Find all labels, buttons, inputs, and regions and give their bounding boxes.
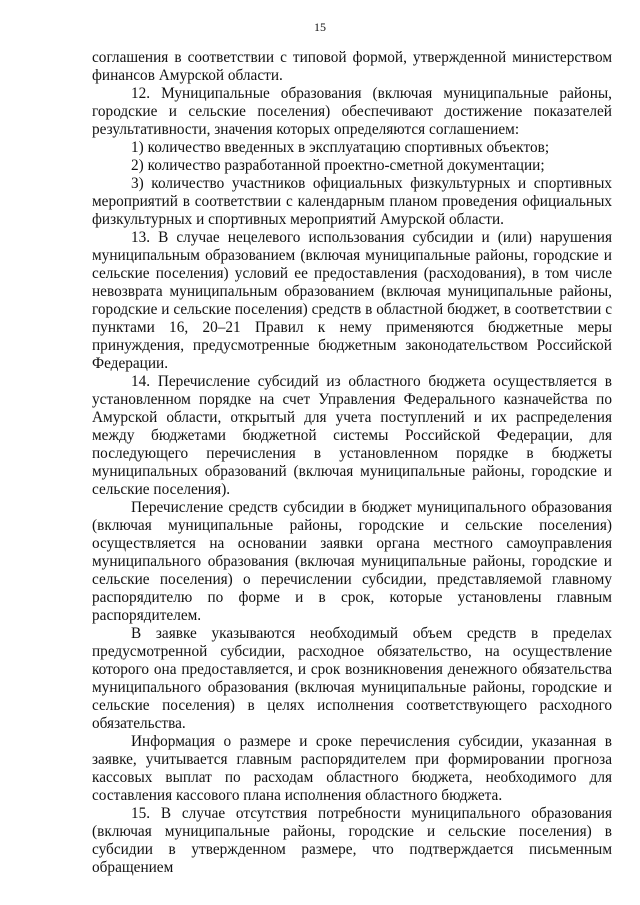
- paragraph-information: Информация о размере и сроке перечисления субсидии, указанная в заявке, учитывается главным распорядителем при формировании прогноза кассовых выплат по расходам областного бюджета, необходимого для составления кассового плана исполнения областного бюджета.: [92, 733, 612, 804]
- paragraph-item-15: 15. В случае отсутствия потребности муниципального образования (включая муниципальные районы, городские и сельские поселения) в субсидии в утвержденном размере, что подтверждается письменным обращением: [92, 805, 612, 876]
- paragraph-item-13: 13. В случае нецелевого использования субсидии и (или) нарушения муниципальным образованием (включая муниципальные районы, городские и сельские поселения) условий ее предоставления (расходования), в том числе невозврата муниципальным образованием (включая муниципальные районы, городские и сельские поселения) средств в областной бюджет, в соответствии с пунктами 16, 20–21 Правил к нему применяются бюджетные меры принуждения, предусмотренные бюджетным законодательством Российской Федерации.: [92, 229, 612, 372]
- document-body: [92, 49, 612, 877]
- paragraph-item-14: 14. Перечисление субсидий из областного бюджета осуществляется в установленном порядке на счет Управления Федерального казначейства по Амурской области, открытый для учета поступлений и их распределения между бюджетами бюджетной системы Российской Федерации, для последующего перечисления в установленном порядке в бюджеты муниципальных образований (включая муниципальные районы, городские и сельские поселения).: [92, 373, 612, 498]
- paragraph-item-12: 12. Муниципальные образования (включая муниципальные районы, городские и сельские поселения) обеспечивают достижение показателей результативности, значения которых определяются соглашением:: [92, 85, 612, 138]
- page-number: 15: [314, 20, 326, 34]
- paragraph-application: В заявке указываются необходимый объем средств в пределах предусмотренной субсидии, расходное обязательство, на осуществление которого она предоставляется, и срок возникновения денежного обязательства муниципального образования (включая муниципальные районы, городские и сельские поселения) в целях исполнения соответствующего расходного обязательства.: [92, 625, 612, 732]
- list-item-3: 3) количество участников официальных физкультурных и спортивных мероприятий в соответствии с календарным планом проведения официальных физкультурных и спортивных мероприятий Амурской области.: [92, 175, 612, 228]
- paragraph-continuation: соглашения в соответствии с типовой формой, утвержденной министерством финансов Амурской области.: [92, 49, 612, 84]
- list-item-1: 1) количество введенных в эксплуатацию спортивных объектов;: [131, 139, 550, 156]
- list-item-2: 2) количество разработанной проектно-сметной документации;: [131, 157, 545, 174]
- paragraph-transfer: Перечисление средств субсидии в бюджет муниципального образования (включая муниципальные районы, городские и сельские поселения) осуществляется на основании заявки органа местного самоуправления муниципального образования (включая муниципальные районы, городские и сельские поселения) о перечислении субсидии, представляемой главному распорядителю по форме и в срок, которые установлены главным распорядителем.: [92, 499, 612, 624]
